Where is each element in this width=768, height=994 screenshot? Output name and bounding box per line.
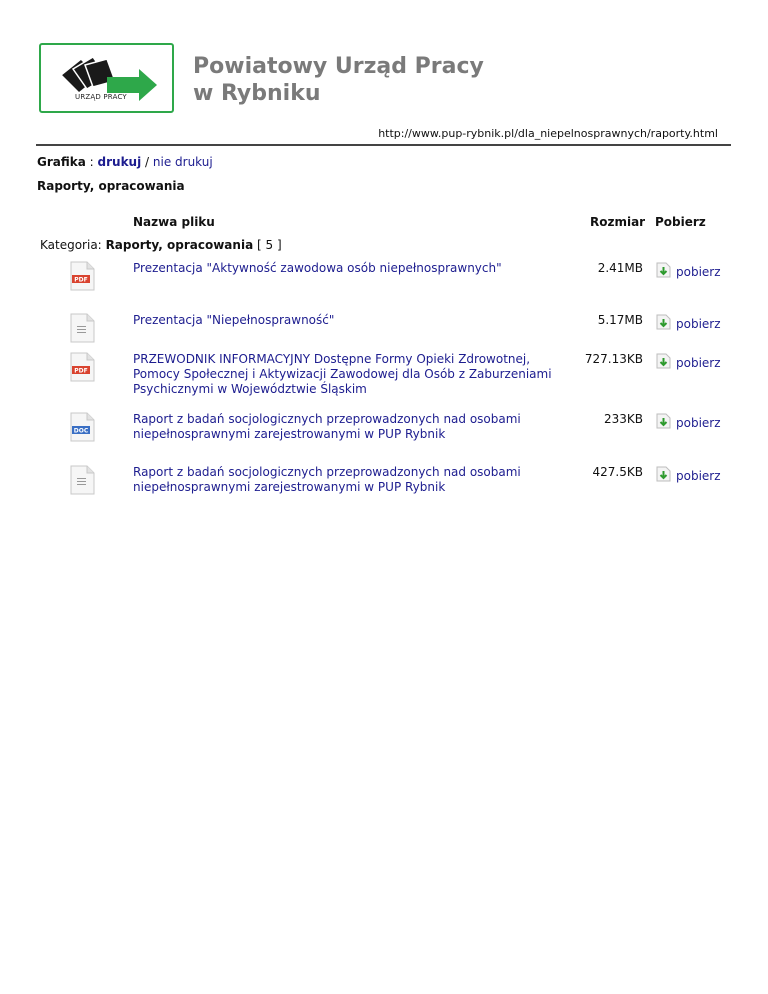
brand-line-2: w Rybniku xyxy=(193,81,321,106)
pup-logo xyxy=(39,43,174,113)
svg-text:PDF: PDF xyxy=(74,367,88,375)
generic-file-icon xyxy=(68,465,96,495)
download-icon xyxy=(656,262,671,281)
download-label: pobierz xyxy=(676,316,721,331)
pdf-file-icon xyxy=(68,352,96,382)
download-icon xyxy=(656,314,671,333)
pdf-file-icon xyxy=(68,261,96,291)
download-link[interactable] xyxy=(656,314,721,333)
slash-separator: / xyxy=(141,155,153,169)
download-link[interactable] xyxy=(656,466,721,485)
file-size: 5.17MB xyxy=(597,313,643,327)
download-link[interactable] xyxy=(656,413,721,432)
no-print-link[interactable]: nie drukuj xyxy=(152,155,213,169)
svg-text:DOC: DOC xyxy=(73,427,89,435)
download-label: pobierz xyxy=(676,468,721,483)
page-url: http://www.pup-rybnik.pl/dla_niepelnosprawnych/raporty.html xyxy=(378,127,718,140)
generic-file-icon xyxy=(68,313,96,343)
brand-line-1: Powiatowy Urząd Pracy xyxy=(193,54,484,79)
download-label: pobierz xyxy=(676,355,721,370)
column-header-download: Pobierz xyxy=(655,215,706,229)
download-link[interactable] xyxy=(656,262,721,281)
file-name-link[interactable]: Prezentacja "Niepełnosprawność" xyxy=(133,313,335,327)
file-name-link[interactable]: Prezentacja "Aktywność zawodowa osób niepełnosprawnych" xyxy=(133,261,502,275)
download-label: pobierz xyxy=(676,264,721,279)
file-size: 727.13KB xyxy=(584,352,643,366)
file-name-link[interactable]: Raport z badań socjologicznych przeprowadzonych nad osobami niepełnosprawnymi zarejestrowanymi w PUP Rybnik xyxy=(133,465,521,494)
graphics-separator: : xyxy=(85,155,98,169)
file-size: 233KB xyxy=(603,412,643,426)
file-size: 2.41MB xyxy=(597,261,643,275)
svg-text:PDF: PDF xyxy=(74,276,88,284)
column-header-name: Nazwa pliku xyxy=(133,215,215,229)
download-icon xyxy=(656,466,671,485)
category-name: Raporty, opracowania xyxy=(105,238,254,252)
graphics-label: Grafika xyxy=(37,155,86,169)
print-link[interactable]: drukuj xyxy=(97,155,142,169)
section-title: Raporty, opracowania xyxy=(37,179,185,193)
logo-caption: URZĄD PRACY xyxy=(75,93,127,101)
file-name-link[interactable]: PRZEWODNIK INFORMACYJNY Dostępne Formy Opieki Zdrowotnej, Pomocy Społecznej i Aktywizacji Zawodowej dla Osób z Zaburzeniami Psychicznymi w Województwie Śląskim xyxy=(133,352,552,396)
header-divider xyxy=(36,144,731,146)
download-link[interactable] xyxy=(656,353,721,372)
category-count: [ 5 ] xyxy=(257,238,282,252)
category-label: Kategoria: xyxy=(40,238,102,252)
graphics-print-toggle xyxy=(37,155,213,169)
file-size: 427.5KB xyxy=(592,465,643,479)
doc-file-icon xyxy=(68,412,96,442)
brand-name xyxy=(193,53,484,107)
cards-arrow-logo-icon xyxy=(41,45,176,115)
download-icon xyxy=(656,413,671,432)
download-icon xyxy=(656,353,671,372)
download-label: pobierz xyxy=(676,415,721,430)
column-header-size: Rozmiar xyxy=(590,215,646,229)
file-name-link[interactable]: Raport z badań socjologicznych przeprowadzonych nad osobami niepełnosprawnymi zarejestrowanymi w PUP Rybnik xyxy=(133,412,521,441)
category-line xyxy=(40,238,282,252)
